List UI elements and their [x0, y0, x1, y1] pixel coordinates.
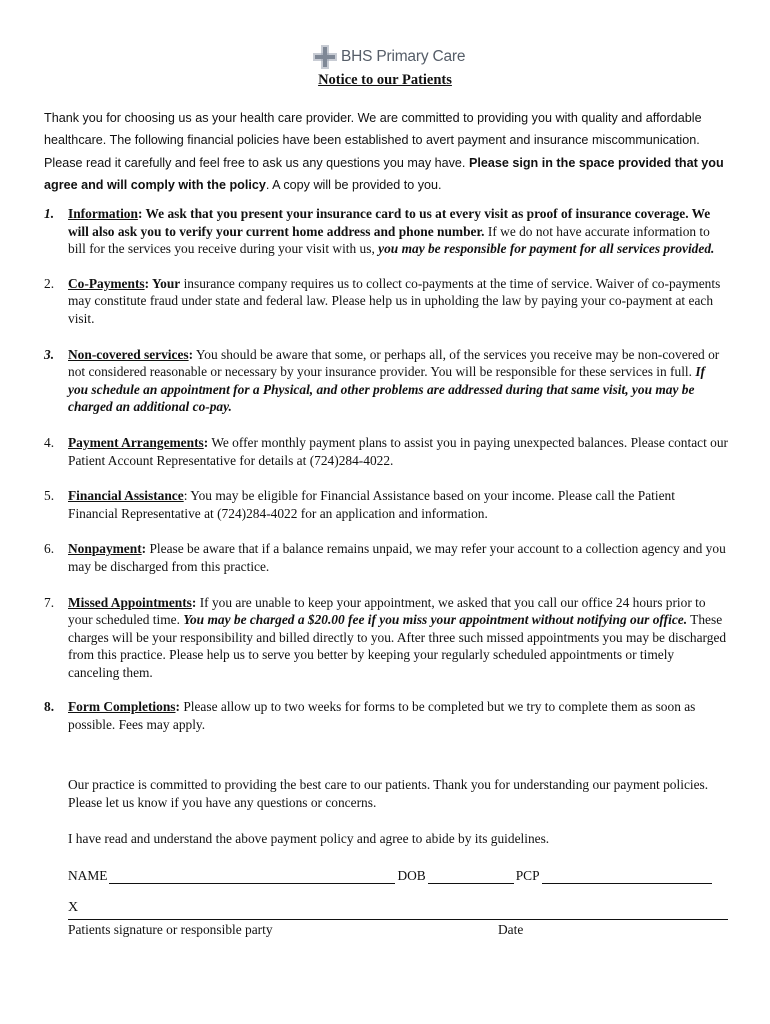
item-number: 4.: [44, 434, 55, 450]
item-colon: :: [183, 488, 188, 504]
pcp-label: PCP: [515, 868, 540, 883]
item-colon: :: [203, 434, 209, 450]
logo-text: BHS Primary Care: [341, 48, 466, 65]
dob-label: DOB: [397, 868, 426, 883]
policy-item-form-completions: [44, 698, 728, 733]
item-number: 8.: [44, 699, 55, 715]
item-number: 6.: [44, 541, 55, 557]
signature-x-mark: X: [68, 900, 79, 915]
pcp-field[interactable]: [542, 869, 712, 884]
item-colon: :: [137, 206, 143, 221]
policy-list: [44, 205, 728, 734]
date-label: Date: [498, 922, 524, 937]
intro-paragraph: [44, 107, 734, 197]
item-number: 3.: [44, 346, 55, 362]
item-strong-text: We ask that you present your insurance card to us at every visit as proof of insurance coverage. We will also ask you to verify your current home address and phone number.: [68, 206, 711, 239]
dob-field[interactable]: [428, 869, 514, 884]
item-text: You should be aware that some, or perhaps all, of the services you receive may be non-covered or not considered reasonable or necessary by your insurance provider. You will be responsible for these services in full.: [68, 346, 720, 380]
policy-item-nonpayment: [44, 540, 728, 575]
item-heading: Financial Assistance: [68, 488, 184, 504]
item-heading: Co-Payments: [68, 275, 145, 291]
name-label: NAME: [68, 868, 108, 883]
item-colon: :: [141, 541, 147, 557]
medical-cross-logo-icon: [313, 45, 337, 69]
item-heading: Nonpayment: [68, 541, 142, 557]
item-colon: :: [188, 346, 194, 362]
item-text: You may be eligible for Financial Assistance based on your income. Please call the Patient Financial Representative at (724)284-4022 for an application and information.: [68, 488, 675, 521]
item-strong-text: Your: [149, 275, 181, 291]
item-text: Please be aware that if a balance remains unpaid, we may refer your account to a collection agency and you may be discharged from this practice.: [68, 541, 726, 574]
policy-item-non-covered-services: [44, 346, 728, 416]
item-emphasis: you may be responsible for payment for all services provided.: [378, 241, 715, 257]
logo: [313, 44, 465, 70]
item-heading: Missed Appointments: [68, 594, 192, 610]
item-number: 5.: [44, 488, 55, 504]
item-emphasis: If you schedule an appointment for a Physical, and other problems are addressed during that same visit, you may be charged an additional co-pay.: [68, 364, 706, 415]
item-heading: Form Completions: [68, 699, 176, 715]
patient-info-row: [68, 864, 728, 884]
item-text: insurance company requires us to collect co-payments at the time of service. Waiver of co-payments may constitute fraud under state and federal law. Please help us in upholding the law by paying your co-payment at each visit.: [68, 275, 721, 326]
policy-item-co-payments: [44, 275, 728, 328]
item-colon: :: [191, 594, 197, 610]
signature-label: Patients signature or responsible party: [68, 922, 273, 937]
closing-paragraph: Our practice is committed to providing the best care to our patients. Thank you for understanding our payment policies. Please let us know if you have any questions or concerns.: [68, 777, 709, 810]
item-text: If we do not have accurate information to bill for the services you receive during your visit with us,: [68, 223, 710, 257]
policy-item-payment-arrangements: [44, 434, 728, 469]
item-emphasis: You may be charged a $20.00 fee if you miss your appointment without notifying our office.: [183, 612, 688, 628]
policy-item-financial-assistance: [44, 487, 728, 522]
item-text: Please allow up to two weeks for forms to be completed but we try to complete them as soon as possible. Fees may apply.: [68, 699, 696, 733]
item-number: 2.: [44, 275, 55, 291]
item-heading: Payment Arrangements: [68, 434, 204, 450]
item-heading: Information: [68, 206, 138, 221]
page-title: Notice to our Patients: [318, 72, 452, 88]
signature-line[interactable]: [68, 919, 728, 920]
item-after-text: These charges will be your responsibility and billed directly to you. After three such missed appointments you may be discharged from this practice. Please help us to serve you better by keeping your regularly scheduled appointments or timely canceling them.: [68, 612, 727, 680]
intro-text: Thank you for choosing us as your health care provider. We are committed to providing you with quality and affordable healthcare. The following financial policies have been established to avert payment and insurance miscommunication. Please read it carefully and feel free to ask us any questions you may have.: [44, 111, 702, 170]
item-text: If you are unable to keep your appointment, we asked that you call our office 24 hours prior to your scheduled time.: [68, 594, 706, 628]
item-number: 7.: [44, 594, 55, 610]
item-colon: :: [144, 275, 150, 291]
item-heading: Non-covered services: [68, 346, 189, 362]
agreement-statement: I have read and understand the above payment policy and agree to abide by its guidelines.: [68, 831, 550, 846]
name-field[interactable]: [109, 869, 395, 884]
item-colon: :: [175, 699, 180, 715]
policy-item-information: [44, 205, 728, 258]
intro-bold-text: Please sign in the space provided that you agree and will comply with the policy: [44, 155, 724, 193]
item-number: 1.: [44, 206, 55, 221]
policy-item-missed-appointments: [44, 594, 728, 682]
intro-tail-text: . A copy will be provided to you.: [265, 178, 442, 193]
item-text: We offer monthly payment plans to assist you in paying unexpected balances. Please contact our Patient Account Representative for details at (724)284-4022.: [68, 434, 729, 468]
